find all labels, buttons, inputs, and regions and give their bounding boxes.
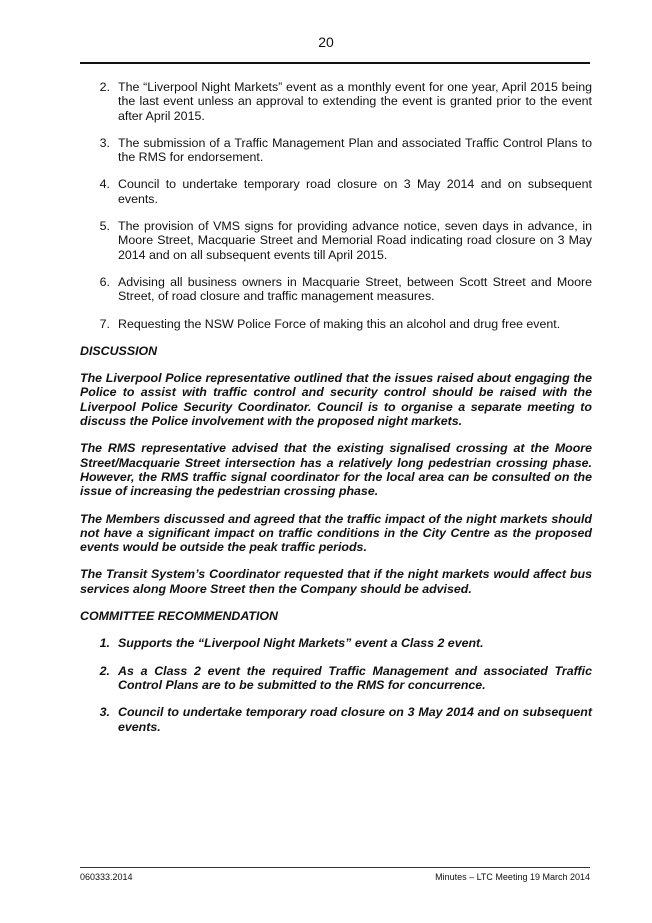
recommendation-list <box>80 636 592 733</box>
list-item <box>80 80 592 123</box>
list-item-number: 4. <box>99 177 110 192</box>
list-item <box>80 177 592 206</box>
recommendation-number: 3. <box>99 705 110 720</box>
list-item-number: 5. <box>99 219 110 234</box>
list-item <box>80 317 592 331</box>
recommendation-text: Supports the “Liverpool Night Markets” event a Class 2 event. <box>118 636 484 651</box>
list-item-text: The provision of VMS signs for providing advance notice, seven days in advance, in Moore Street, Macquarie Street and Memorial Road indicating road closure on 3 May 2014 and on all subsequent events till April 2015. <box>118 219 592 262</box>
list-item <box>80 219 592 262</box>
list-item-number: 6. <box>99 274 110 289</box>
list-item-text: The “Liverpool Night Markets” event as a monthly event for one year, April 2015 being the last event unless an approval to extending the event is granted prior to the event after April 2015. <box>118 80 592 123</box>
recommendation-number: 1. <box>99 636 110 651</box>
list-item-number: 7. <box>99 316 110 331</box>
footer-rule <box>80 867 590 868</box>
list-item <box>80 275 592 304</box>
recommendation-text: As a Class 2 event the required Traffic Management and associated Traffic Control Plans are to be submitted to the RMS for concurrence. <box>118 663 592 692</box>
list-item-text: The submission of a Traffic Management Plan and associated Traffic Control Plans to the RMS for endorsement. <box>118 135 592 165</box>
header-rule <box>80 62 590 64</box>
footer-document-id: 060333.2014 <box>80 872 133 882</box>
list-item-text: Requesting the NSW Police Force of making this an alcohol and drug free event. <box>118 316 561 331</box>
discussion-paragraph: The RMS representative advised that the existing signalised crossing at the Moore Street/Macquarie Street intersection has a relatively long pedestrian crossing phase. However, the RMS traffic signal coordinator for the local area can be consulted on the issue of increasing the pedestrian crossing phase. <box>80 441 592 499</box>
recommendation-text: Council to undertake temporary road closure on 3 May 2014 and on subsequent events. <box>118 705 592 734</box>
list-item-text: Advising all business owners in Macquarie Street, between Scott Street and Moore Street, of road closure and traffic management measures. <box>118 274 592 304</box>
recommendation-heading: COMMITTEE RECOMMENDATION <box>80 609 279 624</box>
resolution-list <box>80 80 592 331</box>
page-number: 20 <box>318 34 334 50</box>
recommendation-number: 2. <box>99 663 110 678</box>
discussion-paragraph: The Transit System’s Coordinator requested that if the night markets would affect bus services along Moore Street then the Company should be advised. <box>80 567 592 596</box>
list-item <box>80 136 592 165</box>
list-item-number: 2. <box>99 80 110 94</box>
list-item-text: Council to undertake temporary road closure on 3 May 2014 and on subsequent events. <box>118 177 592 206</box>
page-content <box>80 80 592 747</box>
recommendation-item <box>80 664 592 693</box>
footer-meeting-title: Minutes – LTC Meeting 19 March 2014 <box>435 872 590 882</box>
recommendation-item <box>80 636 592 650</box>
discussion-paragraph: The Liverpool Police representative outlined that the issues raised about engaging the Police to assist with traffic control and security control should be raised with the Liverpool Police Security Coordinator. Council is to organise a separate meeting to discuss the Police involvement with the proposed night markets. <box>80 371 592 429</box>
list-item-number: 3. <box>99 135 110 150</box>
discussion-heading: DISCUSSION <box>80 343 158 358</box>
recommendation-item <box>80 705 592 734</box>
discussion-paragraph: The Members discussed and agreed that the traffic impact of the night markets should not have a significant impact on traffic conditions in the City Centre as the proposed events would be outside the peak traffic periods. <box>80 511 592 555</box>
